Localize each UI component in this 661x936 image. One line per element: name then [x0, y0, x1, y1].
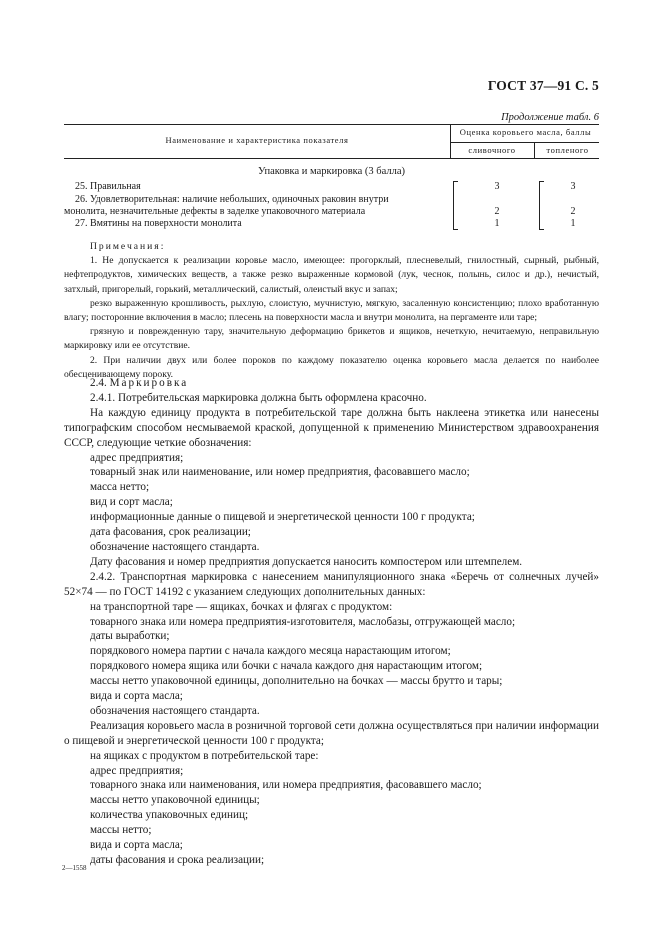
transport-item-6: массы нетто упаковочной единицы, дополнительно на бочках — массы брутто и тары; [90, 675, 503, 688]
transport-item-3: даты выработки; [90, 630, 170, 643]
retail-item-6: массы нетто; [90, 824, 152, 837]
retail-item-4: массы нетто упаковочной единицы; [90, 794, 260, 807]
table-row-27-sweet-value: 1 [494, 218, 500, 229]
label-item-2: товарный знак или наименование, или номер предприятия, фасовавшего масло; [90, 466, 470, 479]
table-row-26-sweet-value: 2 [494, 206, 500, 217]
notes-block [64, 240, 599, 382]
transport-item-5: порядкового номера ящика или бочки с начала каждого дня нарастающим итогом; [90, 660, 483, 673]
note-1: 1. Не допускается к реализации коровье масло, имеющее: прогорклый, плесневелый, гнилостный, сырный, рыбный, нефтепродуктов, химических веществ, а также резко выраженные кормовой (лук, чеснок, полынь, силос и др.), нечистый, затхлый, пригорелый, горький, металлический, салистый, олеистый вкус и запах; [64, 255, 599, 295]
table-bracket-left [453, 181, 458, 230]
para-label-requirements: На каждую единицу продукта в потребительской таре должна быть наклеена этикетка или нанесены типографским способом несмываемой краской, допущенной к применению Министерством здравоохранения СССР, следующие четкие обозначения: [64, 406, 599, 449]
para-stamp: Дату фасования и номер предприятия допускается наносить компостером или штемпелем. [90, 555, 523, 568]
table-header-score: Оценка коровьего масла, баллы [459, 127, 592, 137]
table-header-bottom-rule [64, 158, 599, 159]
note-1-cont-b: грязную и поврежденную тару, значительную деформацию брикетов и ящиков, нечеткую, нечитаемую, неправильную маркировку или ее отсутствие. [64, 326, 599, 352]
retail-item-2: адрес предприятия; [90, 764, 184, 777]
table-row-26-melted-value: 2 [570, 206, 576, 217]
retail-item-1: на ящиках с продуктом в потребительской таре: [90, 749, 319, 762]
table-bracket-right [539, 181, 544, 230]
retail-item-5: количества упаковочных единиц; [90, 809, 249, 822]
table-header-name: Наименование и характеристика показателя [165, 135, 349, 145]
table-header-melted: топленого [546, 145, 589, 155]
label-item-7: обозначение настоящего стандарта. [90, 540, 260, 553]
table-row-25-text: 25. Правильная [75, 181, 141, 192]
label-item-5: информационные данные о пищевой и энергетической ценности 100 г продукта; [90, 511, 475, 524]
table-row-27-melted-value: 1 [570, 218, 576, 229]
notes-heading: Примечания: [90, 241, 166, 252]
transport-item-2: товарного знака или номера предприятия-изготовителя, маслобазы, отгружающей масло; [90, 615, 516, 628]
table-section-title: Упаковка и маркировка (3 балла) [257, 166, 406, 177]
retail-item-7: вида и сорта масла; [90, 839, 183, 852]
label-item-3: масса нетто; [90, 481, 150, 494]
retail-item-3: товарного знака или наименования, или номера предприятия, фасовавшего масло; [90, 779, 482, 792]
table-continuation-label: Продолжение табл. 6 [501, 112, 599, 123]
table-top-rule [64, 124, 599, 125]
label-item-4: вид и сорт масла; [90, 496, 173, 509]
retail-item-8: даты фасования и срока реализации; [90, 854, 265, 866]
transport-item-1: на транспортной таре — ящиках, бочках и флягах с продуктом: [90, 600, 393, 613]
transport-item-8: обозначения настоящего стандарта. [90, 704, 260, 717]
para-2-4-1: 2.4.1. Потребительская маркировка должна быть оформлена красочно. [90, 391, 427, 404]
table-row-26-text: 26. Удовлетворительная: наличие небольших, одиночных раковин внутри [75, 194, 389, 205]
table-row-25-sweet-value: 3 [494, 181, 500, 192]
section-2-4-number: 2.4. [90, 377, 107, 389]
table-row-27-text: 27. Вмятины на поверхности монолита [75, 218, 242, 229]
note-1-cont-a: резко выраженную крошливость, рыхлую, слоистую, мучнистую, мягкую, засаленную консистенцию; плохо вработанную влагу; посторонние включения в масло; плесень на поверхности масла и внутри монолита, на пергаменте или таре; [64, 297, 599, 324]
table-row-25-melted-value: 3 [570, 181, 576, 192]
marking-section [64, 376, 599, 868]
section-2-4-title: Маркировка [109, 377, 189, 389]
footer-code: 2—1558 [62, 864, 87, 872]
table-header-sweet: сливочного [468, 145, 516, 155]
table-subheader-rule [450, 142, 599, 143]
note-2: 2. При наличии двух или более пороков по каждому показателю оценка коровьего масла делается по наиболее обесценивающему пороку. [64, 354, 599, 380]
label-item-1: адрес предприятия; [90, 451, 184, 464]
table-row-26-text-cont: монолита, незначительные дефекты в заделке упаковочного материала [64, 206, 366, 217]
label-item-6: дата фасования, срок реализации; [90, 526, 251, 539]
page-header-title: ГОСТ 37—91 С. 5 [487, 78, 599, 93]
section-2-4-heading [64, 376, 599, 391]
para-retail: Реализация коровьего масла в розничной торговой сети должна осуществляться при наличии информации о пищевой и энергетической ценности 100 г продукта; [64, 719, 599, 747]
para-2-4-2: 2.4.2. Транспортная маркировка с нанесением манипуляционного знака «Беречь от солнечных лучей» 52×74 — по ГОСТ 14192 с указанием следующих дополнительных данных: [64, 570, 599, 598]
transport-item-4: порядкового номера партии с начала каждого месяца нарастающим итогом; [90, 645, 451, 658]
transport-item-7: вида и сорта масла; [90, 690, 183, 703]
